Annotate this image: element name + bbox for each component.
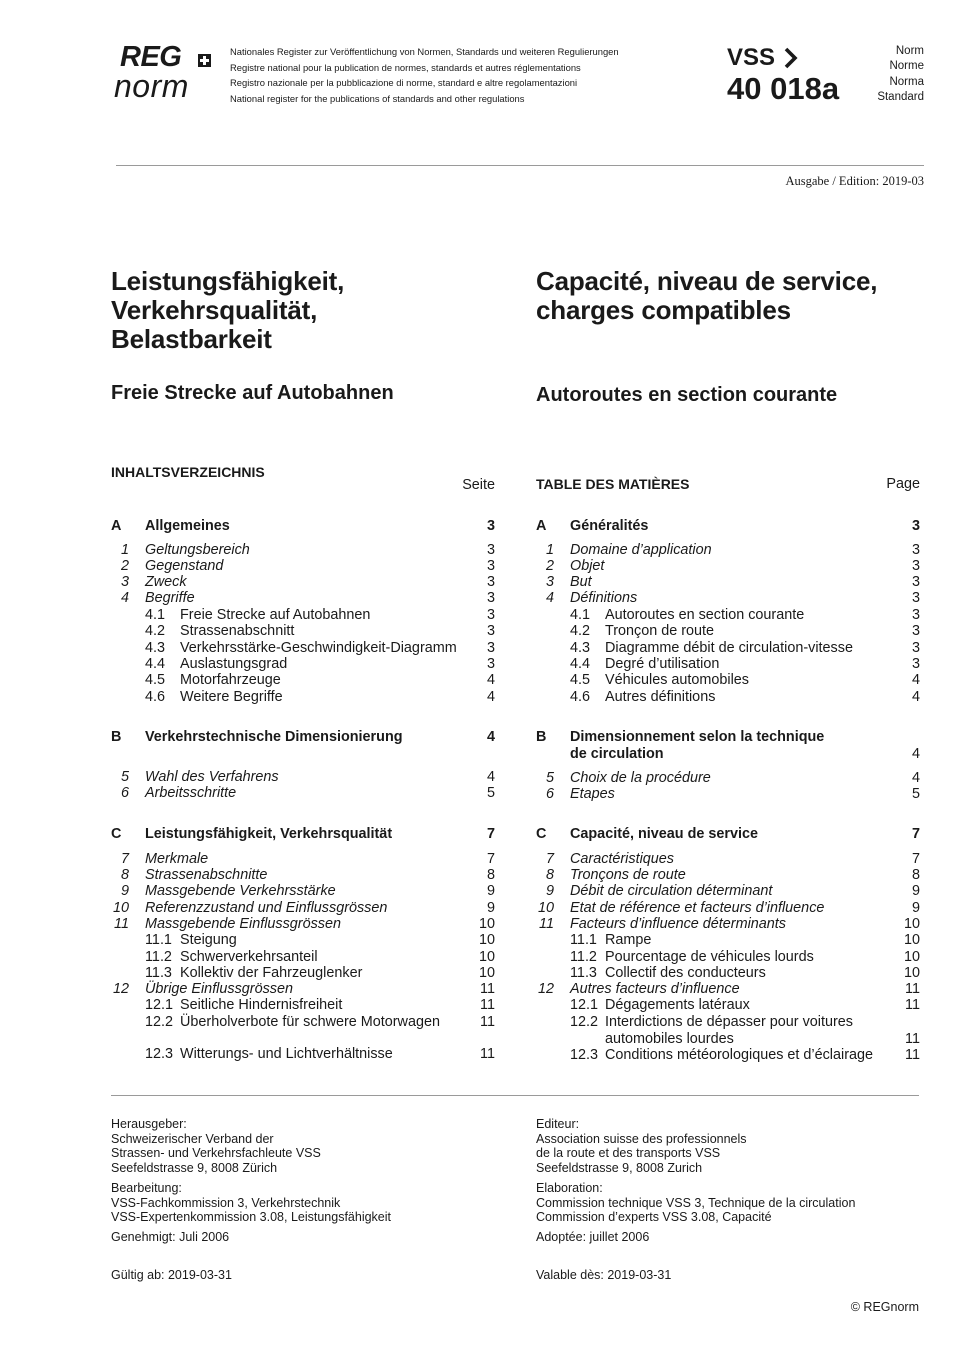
toc-entry-number: 9 [120, 883, 129, 899]
title-de-line: Verkehrsqualität, [111, 295, 318, 325]
toc-row [111, 932, 495, 949]
toc-entry-page: 8 [486, 867, 495, 883]
toc-entry-page: 3 [486, 574, 495, 590]
toc-entry-number: 10 [113, 900, 130, 916]
toc-entry-label-continued: automobiles lourdes [605, 1031, 734, 1047]
toc-row [536, 949, 920, 966]
toc-entry-label: Dégagements latéraux [605, 997, 750, 1013]
swiss-cross-icon [198, 54, 211, 67]
toc-row [111, 900, 495, 917]
title-fr-line: Capacité, niveau de service, [536, 266, 878, 296]
toc-entry-number: 11.1 [145, 932, 172, 948]
toc-row [536, 997, 920, 1014]
toc-entry-number: 8 [545, 867, 554, 883]
toc-row [536, 981, 920, 998]
logo-norm-text: norm [114, 68, 189, 104]
toc-row [536, 574, 920, 591]
toc-entry-label: Zweck [145, 574, 187, 590]
toc-entry-number: 4.2 [570, 623, 591, 639]
publisher-line: Seefeldstrasse 9, 8008 Zürich [111, 1160, 278, 1175]
toc-entry-page: 4 [486, 689, 495, 705]
publisher-line: Association suisse des professionnels [536, 1131, 747, 1146]
toc-row [536, 883, 920, 900]
toc-entry-label: Autres définitions [605, 689, 716, 705]
toc-row [111, 883, 495, 900]
toc-entry-page: 7 [486, 826, 495, 842]
toc-row [536, 558, 920, 575]
toc-row [536, 851, 920, 868]
toc-de [111, 464, 495, 1062]
toc-entry-page: 7 [911, 826, 920, 842]
editing-line: Commission technique VSS 3, Technique de la circulation [536, 1195, 856, 1210]
toc-row [536, 867, 920, 884]
toc-entry-label: Strassenabschnitte [145, 867, 268, 883]
toc-row [111, 542, 495, 559]
register-description [230, 44, 619, 106]
toc-row [111, 656, 495, 673]
toc-row [111, 623, 495, 640]
toc-row [111, 640, 495, 657]
toc-entry-number: 4 [545, 590, 554, 606]
toc-entry-number: 4.5 [570, 672, 591, 688]
toc-entry-label: Leistungsfähigkeit, Verkehrsqualität [145, 826, 393, 842]
toc-entry-label: Freie Strecke auf Autobahnen [180, 607, 371, 623]
toc-entry-label: Verkehrsstärke-Geschwindigkeit-Diagramm [180, 640, 457, 656]
toc-entry-number: 1 [545, 542, 554, 558]
logo-reg-text: REG [120, 41, 182, 73]
toc-entry-number: 1 [120, 542, 129, 558]
title-de-line: Belastbarkeit [111, 324, 272, 354]
toc-entry-label: Schwerverkehrsanteil [180, 949, 318, 965]
toc-row [111, 1014, 495, 1031]
toc-row [536, 916, 920, 933]
toc-entry-label: Massgebende Verkehrsstärke [145, 883, 336, 899]
toc-entry-page: 9 [486, 883, 495, 899]
publisher-line: Schweizerischer Verband der [111, 1131, 274, 1146]
toc-entry-number: 11.3 [570, 965, 597, 981]
toc-entry-number: 4.3 [570, 640, 591, 656]
regnorm-logo [114, 42, 214, 104]
toc-entry-number: 9 [545, 883, 554, 899]
toc-entry-number: 12.1 [570, 997, 599, 1013]
toc-entry-number: 11.2 [570, 949, 597, 965]
toc-row [536, 518, 920, 535]
editing-line: Bearbeitung: [111, 1181, 182, 1195]
doc-type-en: Standard [877, 91, 924, 104]
toc-entry-page: 3 [911, 640, 920, 656]
toc-entry-page: 3 [486, 590, 495, 606]
toc-row [536, 640, 920, 657]
valid-from-fr: Valable dès: 2019-03-31 [536, 1268, 672, 1282]
toc-entry-number: 12.2 [145, 1014, 174, 1030]
toc-entry-label: Pourcentage de véhicules lourds [605, 949, 814, 965]
toc-entry-page: 9 [911, 883, 920, 899]
toc-row [111, 826, 495, 843]
toc-entry-number: 4.6 [570, 689, 591, 705]
toc-row [111, 1046, 495, 1063]
toc-entry-label: Degré d’utilisation [605, 656, 720, 672]
toc-entry-number: 4.1 [145, 607, 166, 623]
toc-entry-label: Kollektiv der Fahrzeuglenker [180, 965, 363, 981]
toc-entry-label: Etapes [570, 786, 615, 802]
toc-entry-page: 3 [486, 656, 495, 672]
toc-row [536, 770, 920, 787]
toc-entry-number: 12.3 [145, 1046, 174, 1062]
toc-entry-number: 11 [114, 916, 129, 932]
vss-norm-block [727, 44, 847, 108]
toc-row [111, 785, 495, 802]
toc-entry-page: 4 [911, 746, 920, 762]
toc-entry-page: 11 [905, 1047, 920, 1063]
vss-chevron-icon [783, 46, 803, 70]
toc-entry-number: 4.2 [145, 623, 166, 639]
toc-row [536, 1014, 920, 1031]
toc-entry-page: 11 [480, 997, 495, 1013]
register-line-de: Nationales Register zur Veröffentlichung von Normen, Standards und weiteren Regulierungen [230, 46, 619, 57]
register-line-it: Registro nazionale per la pubblicazione di norme, standard e altre regolamentazioni [230, 77, 578, 88]
toc-entry-label: Tronçons de route [570, 867, 686, 883]
toc-entry-number: C [111, 826, 122, 842]
toc-row [111, 965, 495, 982]
toc-entry-page: 10 [903, 916, 920, 932]
register-line-fr: Registre national pour la publication de normes, standards et autres réglementations [230, 61, 581, 73]
toc-entry-page: 10 [903, 932, 920, 948]
toc-entry-page: 4 [911, 770, 920, 786]
toc-entry-page: 11 [480, 1046, 495, 1062]
toc-entry-label: Interdictions de dépasser pour voitures [605, 1014, 853, 1030]
toc-entry-label: Autoroutes en section courante [605, 607, 805, 623]
toc-entry-label: Objet [570, 558, 605, 574]
toc-entry-page: 7 [486, 851, 495, 867]
toc-entry-label: Domaine d’application [570, 542, 712, 558]
toc-entry-number: B [536, 729, 547, 745]
toc-row [111, 672, 495, 689]
toc-entry-label: Referenzzustand und Einflussgrössen [145, 900, 388, 916]
toc-entry-page: 3 [486, 558, 495, 574]
toc-entry-page: 10 [903, 949, 920, 965]
publisher-block-de [111, 1117, 501, 1175]
toc-entry-page: 3 [911, 623, 920, 639]
toc-row [111, 851, 495, 868]
toc-entry-number: 4.1 [570, 607, 591, 623]
toc-entry-label: Strassenabschnitt [180, 623, 295, 639]
publisher-line: Herausgeber: [111, 1117, 187, 1131]
publisher-block-fr [536, 1117, 926, 1175]
toc-row [111, 558, 495, 575]
toc-entry-label: Begriffe [145, 590, 195, 606]
toc-entry-label: Conditions météorologiques et d’éclairage [605, 1047, 873, 1063]
toc-entry-label: Etat de référence et facteurs d’influence [570, 900, 825, 916]
title-fr [536, 267, 926, 325]
toc-entry-label: Autres facteurs d’influence [570, 981, 740, 997]
toc-entry-page: 9 [486, 900, 495, 916]
toc-entry-label: Steigung [180, 932, 237, 948]
toc-row [111, 867, 495, 884]
toc-entry-page: 4 [486, 672, 495, 688]
header-divider [116, 165, 924, 166]
doc-type-fr: Norme [889, 60, 924, 73]
toc-entry-page: 10 [478, 916, 495, 932]
toc-entry-number: 8 [120, 867, 129, 883]
toc-entry-page: 11 [480, 981, 495, 997]
subtitle-de: Freie Strecke auf Autobahnen [111, 382, 394, 404]
publisher-line: Editeur: [536, 1117, 580, 1131]
toc-entry-page: 10 [903, 965, 920, 981]
toc-entry-page: 3 [911, 656, 920, 672]
toc-row [111, 916, 495, 933]
toc-row [111, 574, 495, 591]
toc-entry-number: 7 [545, 851, 554, 867]
toc-entry-label: Geltungsbereich [145, 542, 250, 558]
toc-entry-number: C [536, 826, 547, 842]
toc-entry-label: Diagramme débit de circulation-vitesse [605, 640, 853, 656]
toc-entry-number: 11.1 [570, 932, 597, 948]
doc-type-de: Norm [895, 45, 924, 57]
norm-number: 40 018a [727, 71, 840, 106]
toc-entry-number: 11.3 [145, 965, 172, 981]
register-line-en: National register for the publications of standards and other regulations [230, 92, 525, 104]
toc-row [111, 997, 495, 1014]
toc-entry-label: Dimensionnement selon la technique [570, 729, 825, 745]
toc-entry-page: 7 [911, 851, 920, 867]
toc-row-continuation [536, 1031, 920, 1048]
toc-entry-page: 10 [478, 932, 495, 948]
toc-entry-page: 8 [911, 867, 920, 883]
toc-entry-number: B [111, 729, 122, 745]
toc-row [536, 689, 920, 706]
toc-entry-number: 12 [538, 981, 555, 997]
toc-entry-page: 9 [911, 900, 920, 916]
toc-row [111, 769, 495, 786]
toc-entry-label: Seitliche Hindernisfreiheit [180, 997, 343, 1013]
toc-row [111, 981, 495, 998]
toc-fr [536, 476, 920, 1063]
vss-logo-text: VSS [727, 44, 776, 71]
doc-type-it: Norma [889, 75, 924, 88]
toc-entry-number: 11.2 [145, 949, 172, 965]
publisher-line: Strassen- und Verkehrsfachleute VSS [111, 1146, 321, 1161]
editing-line: VSS-Fachkommission 3, Verkehrstechnik [111, 1195, 341, 1210]
toc-entry-page: 4 [486, 729, 495, 745]
toc-entry-label: Véhicules automobiles [605, 672, 749, 688]
toc-entry-label: Généralités [570, 518, 649, 534]
toc-row [536, 1047, 920, 1064]
toc-entry-page: 3 [911, 542, 920, 558]
toc-entry-page: 5 [486, 785, 495, 801]
toc-entry-number: 4.4 [570, 656, 591, 672]
toc-entry-number: A [536, 518, 547, 534]
toc-entry-number: 12.2 [570, 1014, 599, 1030]
toc-row [536, 932, 920, 949]
toc-page-label: Seite [462, 477, 495, 493]
toc-entry-page: 4 [911, 689, 920, 705]
toc-entry-label: Massgebende Einflussgrössen [145, 916, 341, 932]
toc-entry-page: 3 [486, 518, 495, 534]
toc-entry-label: Capacité, niveau de service [570, 826, 758, 842]
toc-row [536, 729, 920, 746]
toc-entry-number: A [111, 518, 122, 534]
toc-row [111, 949, 495, 966]
toc-entry-number: 6 [120, 785, 129, 801]
toc-row [536, 656, 920, 673]
edition-label: Ausgabe / Edition: 2019-03 [785, 174, 924, 188]
toc-entry-label: Wahl des Verfahrens [145, 769, 279, 785]
publisher-line: de la route et des transports VSS [536, 1146, 721, 1161]
toc-entry-number: 4.5 [145, 672, 166, 688]
toc-entry-page: 5 [911, 786, 920, 802]
toc-entry-number: 3 [120, 574, 129, 590]
toc-row-continuation [536, 746, 920, 763]
toc-row [111, 689, 495, 706]
toc-entry-page: 4 [911, 672, 920, 688]
toc-entry-label: Caractéristiques [570, 851, 674, 867]
toc-entry-label: Allgemeines [145, 518, 230, 534]
toc-entry-label: Arbeitsschritte [145, 785, 237, 801]
toc-row [536, 607, 920, 624]
toc-entry-number: 5 [120, 769, 129, 785]
toc-entry-page: 3 [911, 558, 920, 574]
approved-de: Genehmigt: Juli 2006 [111, 1230, 230, 1244]
toc-entry-label: Weitere Begriffe [180, 689, 283, 705]
editing-block-de [111, 1181, 501, 1225]
toc-entry-page: 10 [478, 965, 495, 981]
publisher-line: Seefeldstrasse 9, 8008 Zurich [536, 1160, 703, 1175]
toc-entry-number: 11 [539, 916, 554, 932]
toc-row [536, 965, 920, 982]
footer-divider [111, 1095, 919, 1096]
toc-entry-label: Facteurs d’influence déterminants [570, 916, 786, 932]
toc-entry-number: 6 [545, 786, 554, 802]
toc-entry-number: 4.3 [145, 640, 166, 656]
toc-entry-label: Collectif des conducteurs [605, 965, 766, 981]
toc-row [536, 900, 920, 917]
toc-row [536, 590, 920, 607]
toc-entry-label: Verkehrstechnische Dimensionierung [145, 729, 403, 745]
toc-entry-label: Überholverbote für schwere Motorwagen [180, 1014, 440, 1030]
toc-entry-page: 4 [486, 769, 495, 785]
toc-heading: INHALTSVERZEICHNIS [111, 464, 265, 480]
toc-entry-label: Choix de la procédure [570, 770, 711, 786]
approved-fr: Adoptée: juillet 2006 [536, 1230, 650, 1244]
title-de-line: Leistungsfähigkeit, [111, 266, 345, 296]
toc-row [536, 786, 920, 803]
toc-entry-label: Débit de circulation déterminant [570, 883, 773, 899]
toc-entry-label: Rampe [605, 932, 652, 948]
toc-row [536, 623, 920, 640]
toc-entry-label: But [570, 574, 592, 590]
title-fr-line: charges compatibles [536, 295, 791, 325]
toc-entry-page: 10 [478, 949, 495, 965]
toc-entry-page: 3 [911, 607, 920, 623]
editing-line: Elaboration: [536, 1181, 603, 1195]
toc-row [111, 729, 495, 746]
toc-entry-number: 7 [120, 851, 129, 867]
toc-row [111, 518, 495, 535]
toc-entry-label: Tronçon de route [605, 623, 715, 639]
toc-entry-number: 12.1 [145, 997, 174, 1013]
toc-entry-number: 4 [120, 590, 129, 606]
toc-entry-label: Übrige Einflussgrössen [145, 981, 293, 997]
toc-row [111, 607, 495, 624]
toc-entry-label: Merkmale [145, 851, 209, 867]
toc-entry-number: 12.3 [570, 1047, 599, 1063]
toc-entry-page: 11 [905, 997, 920, 1013]
toc-entry-number: 10 [538, 900, 555, 916]
toc-entry-page: 3 [911, 590, 920, 606]
toc-page-label: Page [886, 476, 920, 492]
editing-line: Commission d’experts VSS 3.08, Capacité [536, 1210, 772, 1225]
toc-entry-number: 4.6 [145, 689, 166, 705]
toc-entry-label: Auslastungsgrad [180, 656, 288, 672]
toc-entry-label: Witterungs- und Lichtverhältnisse [180, 1046, 393, 1062]
toc-entry-number: 4.4 [145, 656, 166, 672]
toc-entry-page: 11 [480, 1014, 495, 1030]
toc-heading: TABLE DES MATIÈRES [536, 476, 690, 492]
title-de [111, 267, 501, 354]
toc-row [111, 590, 495, 607]
toc-entry-page: 3 [486, 542, 495, 558]
editing-block-fr [536, 1181, 926, 1225]
subtitle-fr: Autoroutes en section courante [536, 384, 838, 406]
toc-entry-page: 3 [486, 640, 495, 656]
toc-entry-page: 3 [911, 518, 920, 534]
valid-from-de: Gültig ab: 2019-03-31 [111, 1268, 232, 1282]
toc-row [536, 826, 920, 843]
toc-entry-number: 2 [545, 558, 554, 574]
document-type [877, 44, 924, 106]
toc-entry-label: Motorfahrzeuge [180, 672, 281, 688]
toc-entry-number: 2 [120, 558, 129, 574]
toc-entry-page: 3 [486, 607, 495, 623]
editing-line: VSS-Expertenkommission 3.08, Leistungsfähigkeit [111, 1210, 392, 1225]
toc-entry-label: Définitions [570, 590, 638, 606]
toc-entry-page: 11 [905, 1031, 920, 1047]
toc-entry-page: 3 [911, 574, 920, 590]
toc-row [536, 542, 920, 559]
toc-row [536, 672, 920, 689]
toc-entry-label: Gegenstand [145, 558, 224, 574]
copyright: © REGnorm [850, 1300, 919, 1314]
toc-entry-number: 3 [545, 574, 554, 590]
toc-entry-number: 5 [545, 770, 554, 786]
toc-entry-page: 11 [905, 981, 920, 997]
toc-entry-label-continued: de circulation [570, 746, 664, 762]
toc-entry-page: 3 [486, 623, 495, 639]
toc-entry-number: 12 [113, 981, 130, 997]
